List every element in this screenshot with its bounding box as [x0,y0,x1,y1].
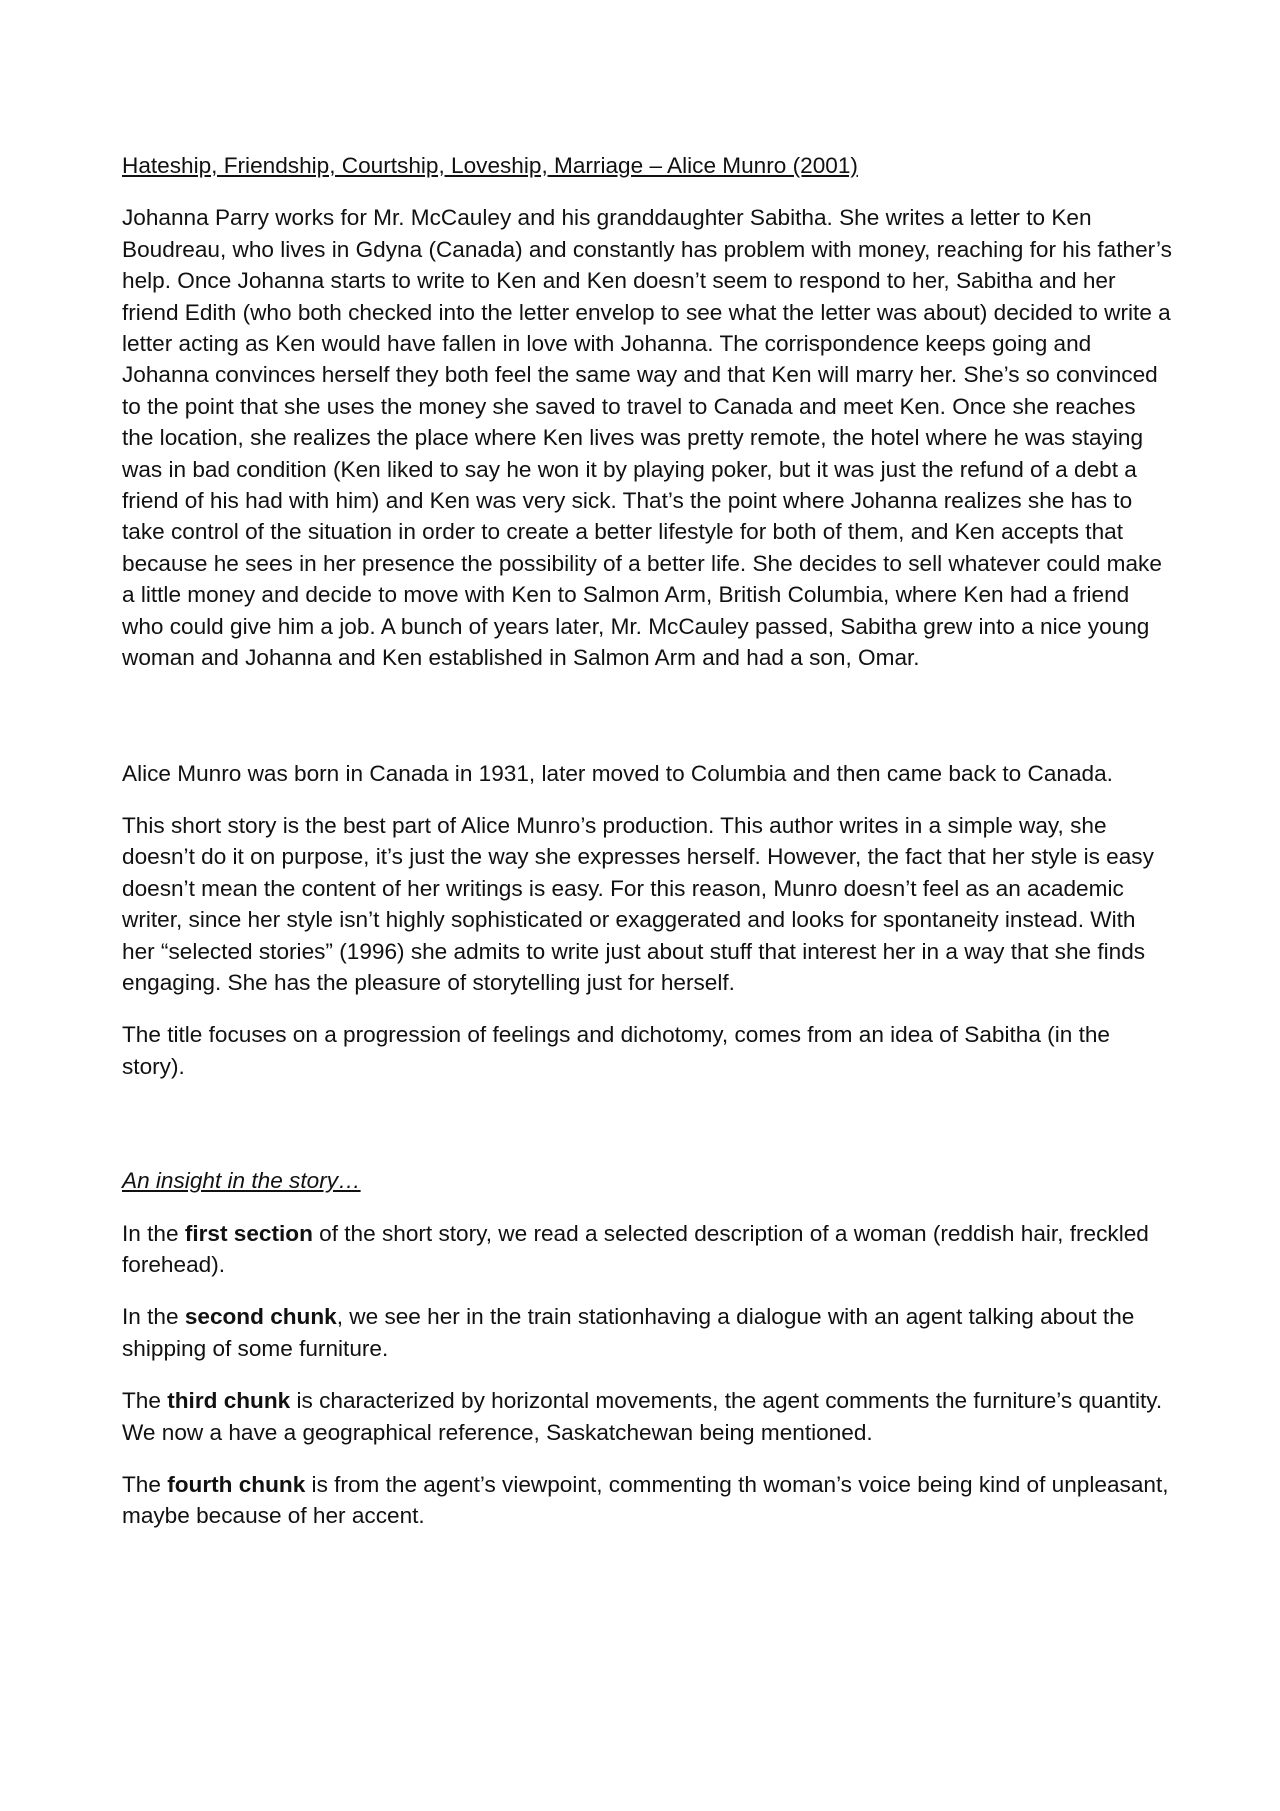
section-prefix: The [122,1388,168,1414]
section-prefix: In the [122,1220,185,1246]
spacer [122,1103,1172,1165]
section-bold-term: third chunk [167,1388,291,1414]
section-prefix: The [122,1472,168,1497]
title-meaning-paragraph: The title focuses on a progression of feelings and dichotomy, comes from an idea of Sabitha (in the story). [122,1022,1110,1079]
spacer [122,695,1172,758]
document-page [122,150,1172,1553]
document-title: Hateship, Friendship, Courtship, Loveship, Marriage – Alice Munro (2001) [122,153,858,178]
section-bold-term: fourth chunk [167,1472,306,1497]
section-paragraph-third [122,1385,1172,1448]
section-bold-term: second chunk [184,1304,337,1330]
style-paragraph: This short story is the best part of Alice Munro’s production. This author writes in a simple way, she doesn’t do it on purpose, it’s just the way she expresses herself. However, the fact that her style is easy doesn’t mean the content of her writings is easy. For this reason, Munro doesn’t feel as an academic writer, since her style isn’t highly sophisticated or exaggerated and looks for spontaneity instead. With her “selected stories” (1996) she admits to write just about stuff that interest her in a way that she finds engaging. She has the pleasure of storytelling just for herself. [122,812,1154,995]
insight-heading: An insight in the story… [122,1168,361,1194]
summary-paragraph: Johanna Parry works for Mr. McCauley and his granddaughter Sabitha. She writes a letter to Ken Boudreau, who lives in Gdyna (Canada) and constantly has problem with money, reaching for his father’s help. Once Johanna starts to write to Ken and Ken doesn’t seem to respond to her, Sabitha and her friend Edith (who both checked into the letter envelop to see what the letter was about) decided to write a letter acting as Ken would have fallen in love with Johanna. The corrispondence keeps going and Johanna convinces herself they both feel the same way and that Ken will marry her. She’s so convinced to the point that she uses the money she saved to travel to Canada and meet Ken. Once she reaches the location, she realizes the place where Ken lives was pretty remote, the hotel where he was staying was in bad condition (Ken liked to say he won it by playing poker, but it was just the refund of a debt a friend of his had with him) and Ken was very sick. That’s the point where Johanna realizes she has to take control of the situation in order to create a better lifestyle for both of them, and Ken accepts that because he sees in her presence the possibility of a better life. She decides to sell whatever could make a little money and decide to move with Ken to Salmon Arm, British Columbia, where Ken had a friend who could give him a job. A bunch of years later, Mr. McCauley passed, Sabitha grew into a nice young woman and Johanna and Ken established in Salmon Arm and had a son, Omar. [122,205,1172,671]
section-paragraph-second [122,1301,1172,1364]
section-bold-term: first section [184,1220,313,1246]
section-paragraph-fourth [122,1469,1172,1532]
author-bio-paragraph: Alice Munro was born in Canada in 1931, later moved to Columbia and then came back to Canada. [122,760,1113,786]
section-prefix: In the [122,1304,185,1330]
section-text: is characterized by horizontal movements, the agent comments the furniture’s quantity. We now a have a geographical reference, Saskatchewan being mentioned. [122,1388,1163,1445]
section-text: of the short story, we read a selected description of a woman (reddish hair, freckled forehead). [122,1220,1149,1277]
section-text: is from the agent’s viewpoint, commenting th woman’s voice being kind of unpleasant, maybe because of her accent. [122,1472,1169,1529]
section-text: , we see her in the train stationhaving a dialogue with an agent talking about the shipping of some furniture. [122,1304,1135,1361]
section-paragraph-first [122,1218,1172,1281]
